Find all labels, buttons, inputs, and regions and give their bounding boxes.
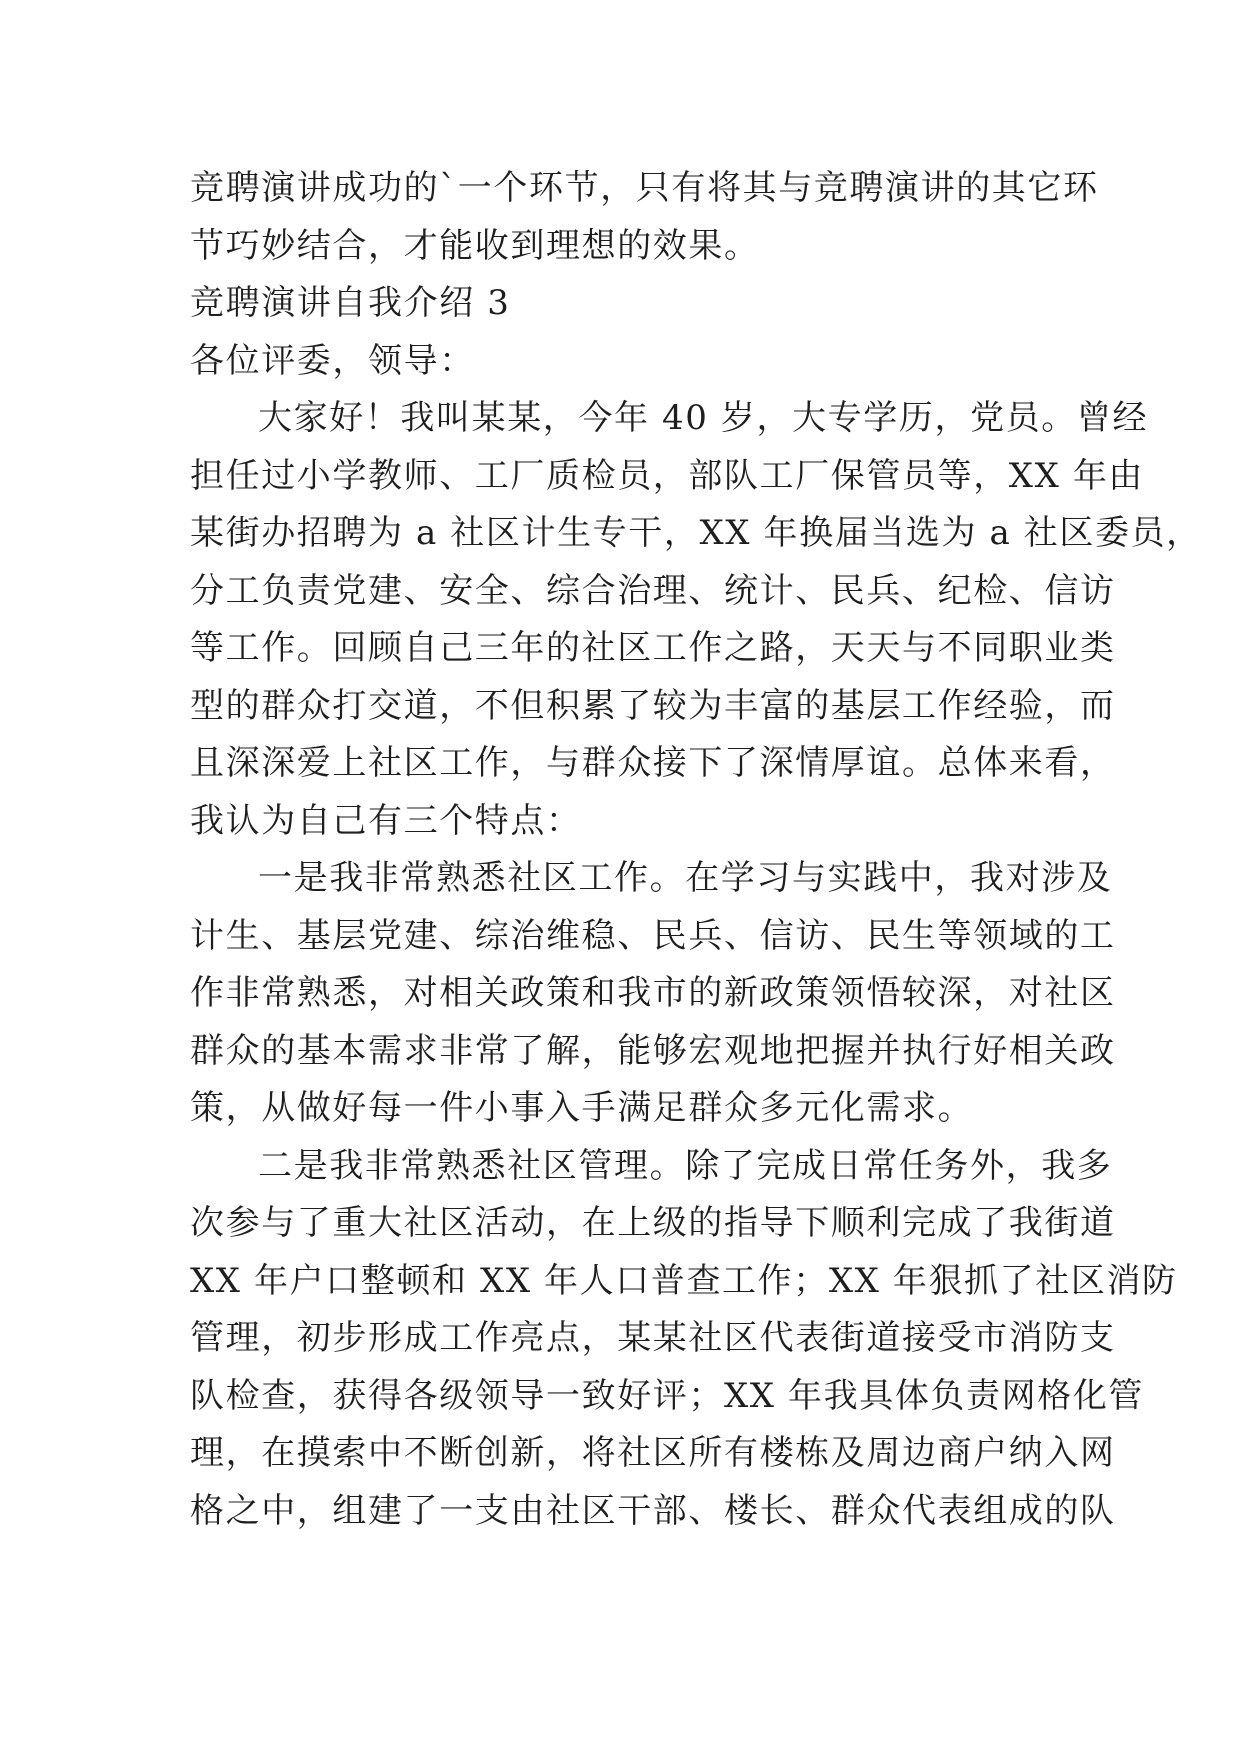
text-line: 节巧妙结合，才能收到理想的效果。 — [190, 225, 760, 266]
text-line: 计生、基层党建、综治维稳、民兵、信访、民生等领域的工 — [190, 915, 1116, 956]
text-line: 竞聘演讲成功的`一个环节，只有将其与竞聘演讲的其它环 — [190, 168, 1099, 208]
text-line: 策，从做好每一件小事入手满足群众多元化需求。 — [190, 1088, 974, 1128]
paragraph-start: 二是我非常熟悉社区管理。除了完成日常任务外，我多 — [258, 1145, 1113, 1186]
section-heading: 竞聘演讲自我介绍 3 — [190, 283, 511, 323]
text-line: 作非常熟悉，对相关政策和我市的新政策领悟较深，对社区 — [190, 973, 1116, 1013]
text-line: 等工作。回顾自己三年的社区工作之路，天天与不同职业类 — [190, 628, 1116, 668]
text-line: 理，在摸索中不断创新，将社区所有楼栋及周边商户纳入网 — [190, 1433, 1116, 1473]
text-line: 我认为自己有三个特点： — [190, 800, 582, 841]
text-line: 分工负责党建、安全、综合治理、统计、民兵、纪检、信访 — [190, 570, 1116, 611]
text-line: 型的群众打交道，不但积累了较为丰富的基层工作经验，而 — [190, 685, 1116, 726]
text-line: XX 年户口整顿和 XX 年人口普查工作；XX 年狠抓了社区消防 — [190, 1260, 1178, 1301]
document-body — [190, 160, 1202, 1540]
salutation: 各位评委，领导： — [190, 340, 475, 381]
text-line: 管理，初步形成工作亮点，某某社区代表街道接受市消防支 — [190, 1318, 1116, 1358]
text-line: 格之中，组建了一支由社区干部、楼长、群众代表组成的队 — [190, 1490, 1116, 1531]
text-line: 且深深爱上社区工作，与群众接下了深情厚谊。总体来看， — [190, 743, 1116, 783]
paragraph-start: 一是我非常熟悉社区工作。在学习与实践中，我对涉及 — [258, 858, 1113, 898]
text-line: 某街办招聘为 a 社区计生专干，XX 年换届当选为 a 社区委员， — [190, 513, 1202, 553]
text-line: 担任过小学教师、工厂质检员，部队工厂保管员等，XX 年由 — [190, 455, 1145, 496]
text-line: 群众的基本需求非常了解，能够宏观地把握并执行好相关政 — [190, 1030, 1116, 1071]
text-line: 队检查，获得各级领导一致好评；XX 年我具体负责网格化管 — [190, 1375, 1145, 1416]
text-line: 次参与了重大社区活动，在上级的指导下顺利完成了我街道 — [190, 1203, 1116, 1243]
paragraph-start: 大家好！我叫某某，今年 40 岁，大专学历，党员。曾经 — [258, 398, 1149, 438]
